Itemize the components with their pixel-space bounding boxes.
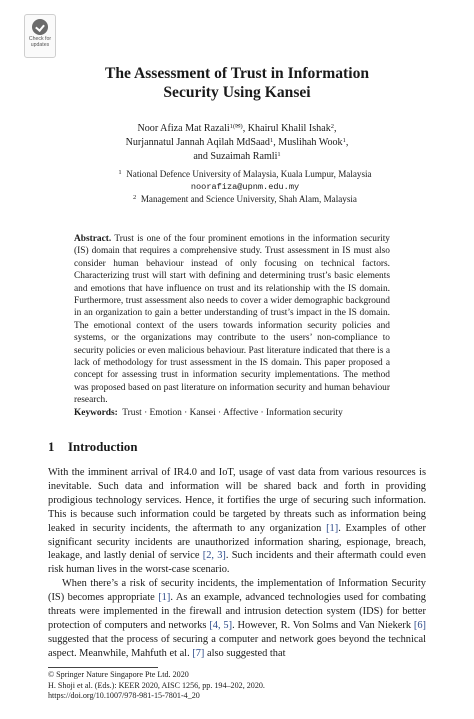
- author-name: Suzaimah Ramli: [210, 151, 278, 162]
- citation-link[interactable]: [1]: [326, 522, 339, 534]
- footer-rule: [48, 667, 158, 668]
- text-run: . However, R. Von Solms and Van Niekerk: [232, 619, 414, 631]
- author-sup: 2: [330, 123, 334, 130]
- keywords-label: Keywords:: [74, 408, 118, 418]
- citation-link[interactable]: [6]: [413, 619, 426, 631]
- footer: [48, 670, 426, 702]
- badge-label-line2: updates: [30, 42, 50, 48]
- text-run: also suggested that: [204, 647, 286, 659]
- text-run: With the imminent arrival of IR4.0 and IoT, usage of vast data from various resources is inevitable. Such data and information will be shared back and forth in providing prodigious technology services. Hence, it fortifies the urge of securing such information. This is because such information could be targeted by threats such as information being leaked in security incidents, the aftermath to any organization: [48, 467, 426, 534]
- author-email[interactable]: noorafiza@upnm.edu.my: [190, 181, 300, 192]
- text-run: When there’s a risk of security incidents, the implementation of Information Security (IS) becomes appropriate: [48, 578, 426, 604]
- text-run: . Such incidents and their aftermath could even risk human lives in the worst-case scenario.: [48, 550, 426, 576]
- doi-link[interactable]: https://doi.org/10.1007/978-981-15-7801-4_20: [48, 691, 200, 701]
- paragraph: [48, 466, 426, 577]
- checkmark-icon: [32, 19, 48, 35]
- text-run: suggested that the process of securing a computer and network goes beyond the technical aspect. Meanwhile, Mahfuth et al.: [48, 633, 426, 659]
- author-sup: 1: [277, 151, 281, 158]
- text-run: . Examples of other significant security incidents are unauthorized information sharing, espionage, breach, leakage, and lastly denial of service: [48, 522, 426, 562]
- affiliation-1: National Defence University of Malaysia, Kuala Lumpur, Malaysia: [126, 169, 372, 179]
- citation-link[interactable]: [2, 3]: [202, 550, 226, 562]
- title-line-2: Security Using Kansei: [163, 84, 311, 101]
- author-name: Noor Afiza Mat Razali: [137, 123, 230, 134]
- affiliation-2: Management and Science University, Shah Alam, Malaysia: [140, 194, 357, 204]
- abstract-label: Abstract.: [74, 234, 112, 244]
- paper-title: [0, 64, 474, 102]
- badge-label-line1: Check for: [28, 36, 52, 42]
- citation-link[interactable]: [7]: [192, 647, 205, 659]
- author-sup: 1: [342, 137, 346, 144]
- title-line-1: The Assessment of Trust in Information: [104, 65, 370, 82]
- author-and: and: [193, 151, 208, 162]
- citation-link[interactable]: [1]: [158, 592, 171, 604]
- author-sup: 1: [269, 137, 274, 144]
- keywords-text: Trust · Emotion · Kansei · Affective · Information security: [122, 408, 343, 418]
- check-for-updates-badge[interactable]: [24, 14, 56, 58]
- author-name: Khairul Khalil Ishak: [247, 123, 331, 134]
- abstract: [74, 233, 390, 407]
- copyright: © Springer Nature Singapore Pte Ltd. 2020: [48, 670, 189, 679]
- author-list: Noor Afiza Mat Razali$^{1(✉)}$, Khairul Khalil Ishak$^2$, Nurjannatul Jannah Aqilah MdSaad$^1$, Muslihah Wook$^1$, and Suzaimah Ramli$^1$: [125, 123, 349, 162]
- affil-number: 1: [118, 169, 122, 176]
- section-heading: [48, 440, 137, 455]
- affiliations: [80, 168, 410, 206]
- section-title: Introduction: [68, 440, 138, 454]
- section-number: 1: [48, 440, 55, 454]
- author-name: Muslihah Wook: [278, 137, 343, 148]
- text-run: . As an example, advanced technologies used for combating threats were implemented in the firewall and intrusion detection system (IDS) for better protection of computers and networks: [48, 592, 426, 631]
- body-text: [48, 466, 426, 661]
- citation-info: H. Shoji et al. (Eds.): KEER 2020, AISC 1256, pp. 194–202, 2020.: [48, 680, 265, 690]
- abstract-text: Trust is one of the four prominent emotions in the information security (IS) domain that requires a comprehensive study. Trust assessment in IS must also consider human behaviour instead of only focusing on technical factors. Characterizing trust will start with defining and determining trust’s basic elements and emotions that have influence on trust and its relationship with the IS domain. Furthermore, trust assessment also needs to cover a wider demographic background in an organization to gain a better understanding of trust’s impact in the IS domain. The emotional context of the users towards information security policies and systems, or the organizations may contribute to the users’ non-compliance to security policies or even malicious behaviour. Past literature indicated that there is a lack of methodology for trust assessment in the IS domain. This paper proposed a concept for assessing trust in information security implementations. The method was proposed based on past literature on information security and human behaviour research.: [74, 234, 390, 406]
- paragraph: [48, 577, 426, 660]
- author-name: Nurjannatul Jannah Aqilah MdSaad: [125, 137, 270, 148]
- author-sup: 1(✉): [229, 123, 243, 130]
- affil-number: 2: [133, 194, 137, 201]
- citation-link[interactable]: [4, 5]: [209, 619, 233, 631]
- keywords: [74, 407, 390, 419]
